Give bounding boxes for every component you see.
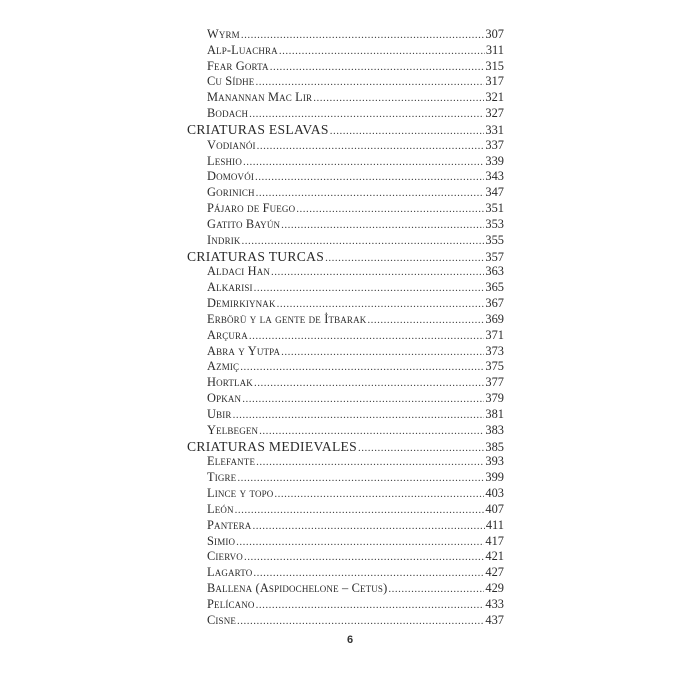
toc-entry-title: Erbörü y la gente de İtbarak bbox=[207, 311, 367, 326]
dot-leader bbox=[256, 455, 484, 471]
toc-entry bbox=[187, 613, 504, 629]
toc-entry-title: Arçura bbox=[207, 327, 248, 342]
dot-leader bbox=[296, 202, 484, 218]
toc-entry-page: 383 bbox=[485, 422, 504, 437]
toc-entry-page: 417 bbox=[485, 533, 504, 548]
toc-entry-title: Ciervo bbox=[207, 549, 243, 564]
dot-leader bbox=[236, 535, 484, 551]
toc-entry-title: Aldaci Han bbox=[207, 264, 270, 279]
toc-section-heading bbox=[187, 439, 504, 455]
toc-entry-page: 437 bbox=[485, 612, 504, 627]
toc-entry-title: Leshio bbox=[207, 153, 242, 168]
dot-leader bbox=[388, 582, 484, 598]
dot-leader bbox=[274, 487, 484, 503]
dot-leader bbox=[252, 519, 484, 535]
toc-entry bbox=[187, 43, 504, 59]
toc-entry-page: 367 bbox=[485, 296, 504, 311]
dot-leader bbox=[270, 60, 485, 76]
toc-entry-page: 377 bbox=[485, 375, 504, 390]
toc-entry-title: Hortlak bbox=[207, 375, 253, 390]
dot-leader bbox=[271, 265, 484, 281]
toc-entry-page: 379 bbox=[485, 391, 504, 406]
dot-leader bbox=[240, 360, 484, 376]
toc-section-heading bbox=[187, 249, 504, 265]
toc-entry bbox=[187, 407, 504, 423]
toc-entry bbox=[187, 217, 504, 233]
dot-leader bbox=[281, 218, 484, 234]
dot-leader bbox=[235, 503, 485, 519]
toc-entry-title: Ubir bbox=[207, 406, 232, 421]
toc-entry-title: Gatito Bayún bbox=[207, 216, 281, 231]
toc-entry-page: 353 bbox=[485, 216, 504, 231]
dot-leader bbox=[325, 251, 484, 267]
toc-entry-page: 411 bbox=[485, 517, 504, 532]
toc-entry bbox=[187, 486, 504, 502]
page-number: 6 bbox=[346, 634, 354, 646]
dot-leader bbox=[277, 297, 485, 313]
toc-entry-title: Yelbegen bbox=[207, 422, 259, 437]
toc-entry bbox=[187, 74, 504, 90]
toc-entry-page: 429 bbox=[485, 580, 504, 595]
toc-entry bbox=[187, 565, 504, 581]
dot-leader bbox=[237, 471, 484, 487]
toc-entry-title: Wyrm bbox=[207, 27, 240, 41]
dot-leader bbox=[249, 107, 484, 123]
toc-entry-page: 327 bbox=[485, 106, 504, 121]
toc-entry bbox=[187, 185, 504, 201]
toc-entry bbox=[187, 296, 504, 312]
dot-leader bbox=[253, 566, 484, 582]
dot-leader bbox=[257, 139, 485, 155]
toc-entry-page: 393 bbox=[485, 454, 504, 469]
toc-entry-page: 385 bbox=[485, 439, 504, 454]
toc-entry-page: 331 bbox=[485, 122, 504, 137]
toc-entry-page: 421 bbox=[485, 549, 504, 564]
toc-entry bbox=[187, 470, 504, 486]
toc-entry bbox=[187, 375, 504, 391]
toc-entry-page: 311 bbox=[485, 42, 504, 57]
toc-entry bbox=[187, 169, 504, 185]
toc-entry bbox=[187, 581, 504, 597]
toc-entry bbox=[187, 359, 504, 375]
toc-entry-page: 403 bbox=[485, 486, 504, 501]
toc-entry bbox=[187, 90, 504, 106]
toc-entry-page: 407 bbox=[485, 501, 504, 516]
toc-entry-title: Lince y topo bbox=[207, 486, 274, 501]
toc-entry-page: 375 bbox=[485, 359, 504, 374]
toc-entry-title: Indrik bbox=[207, 232, 241, 247]
toc-entry-page: 371 bbox=[485, 327, 504, 342]
toc-entry bbox=[187, 597, 504, 613]
toc-entry-title: Vodianói bbox=[207, 137, 256, 152]
toc-entry-title: Alkarisi bbox=[207, 280, 253, 295]
toc-entry-title: Alp-Luachra bbox=[207, 42, 278, 57]
toc-entry-title: Ballena (Aspidochelone – Cetus) bbox=[207, 580, 388, 595]
toc-entry-title: Cu Sídhe bbox=[207, 74, 255, 89]
toc-entry bbox=[187, 549, 504, 565]
toc-entry-page: 373 bbox=[485, 343, 504, 358]
toc-entry-title: Pelícano bbox=[207, 596, 255, 611]
toc-entry bbox=[187, 233, 504, 249]
toc-entry bbox=[187, 154, 504, 170]
toc-entry-page: 365 bbox=[485, 280, 504, 295]
toc-entry bbox=[187, 280, 504, 296]
toc-entry-title: Elefante bbox=[207, 454, 256, 469]
toc-entry bbox=[187, 534, 504, 550]
dot-leader bbox=[367, 313, 484, 329]
toc-entry-title: Manannan Mac Lir bbox=[207, 90, 313, 105]
toc-section-heading bbox=[187, 122, 504, 138]
toc-entry-page: 355 bbox=[485, 232, 504, 247]
toc-entry-page: 427 bbox=[485, 565, 504, 580]
toc-entry-title: Bodach bbox=[207, 106, 249, 121]
toc-entry bbox=[187, 312, 504, 328]
dot-leader bbox=[244, 550, 484, 566]
dot-leader bbox=[313, 91, 484, 107]
toc-entry-page: 315 bbox=[485, 58, 504, 73]
table-of-contents bbox=[187, 27, 504, 628]
toc-entry bbox=[187, 59, 504, 75]
toc-entry bbox=[187, 328, 504, 344]
dot-leader bbox=[358, 441, 484, 457]
toc-entry-title: CRIATURAS MEDIEVALES bbox=[187, 438, 358, 454]
toc-entry-title: CRIATURAS TURCAS bbox=[187, 248, 325, 264]
dot-leader bbox=[233, 408, 485, 424]
toc-entry-title: Azmiç bbox=[207, 359, 240, 374]
toc-entry-page: 337 bbox=[485, 137, 504, 152]
toc-entry-title: León bbox=[207, 501, 234, 516]
toc-entry bbox=[187, 264, 504, 280]
dot-leader bbox=[254, 281, 485, 297]
dot-leader bbox=[242, 234, 485, 250]
toc-entry-page: 347 bbox=[485, 185, 504, 200]
toc-entry-page: 357 bbox=[485, 249, 504, 264]
toc-entry-title: Demirkiynak bbox=[207, 296, 276, 311]
toc-entry-title: Fear Gorta bbox=[207, 58, 269, 73]
toc-entry bbox=[187, 138, 504, 154]
toc-entry-page: 369 bbox=[485, 311, 504, 326]
dot-leader bbox=[254, 376, 484, 392]
toc-entry-page: 351 bbox=[485, 201, 504, 216]
toc-entry bbox=[187, 423, 504, 439]
toc-entry-page: 317 bbox=[485, 74, 504, 89]
toc-entry-page: 381 bbox=[485, 406, 504, 421]
dot-leader bbox=[243, 155, 484, 171]
toc-entry-title: Pantera bbox=[207, 517, 252, 532]
dot-leader bbox=[279, 44, 485, 60]
toc-entry-title: Domovói bbox=[207, 169, 254, 184]
toc-entry-title: Lagarto bbox=[207, 565, 253, 580]
toc-entry-title: Simio bbox=[207, 533, 236, 548]
dot-leader bbox=[242, 392, 484, 408]
toc-entry bbox=[187, 391, 504, 407]
toc-entry-title: Cisne bbox=[207, 612, 237, 627]
toc-entry-title: Opkan bbox=[207, 391, 242, 406]
dot-leader bbox=[256, 598, 485, 614]
toc-entry-page: 321 bbox=[485, 90, 504, 105]
toc-entry-page: 339 bbox=[485, 153, 504, 168]
toc-entry bbox=[187, 27, 504, 43]
toc-entry-title: CRIATURAS ESLAVAS bbox=[187, 121, 329, 137]
toc-entry bbox=[187, 518, 504, 534]
toc-entry-title: Gorinich bbox=[207, 185, 255, 200]
dot-leader bbox=[249, 329, 485, 345]
toc-entry bbox=[187, 106, 504, 122]
dot-leader bbox=[281, 345, 484, 361]
dot-leader bbox=[256, 186, 485, 202]
toc-entry-title: Abra y Yutpa bbox=[207, 343, 281, 358]
dot-leader bbox=[330, 124, 485, 140]
toc-entry bbox=[187, 454, 504, 470]
toc-entry-title: Tigre bbox=[207, 470, 237, 485]
toc-entry-page: 343 bbox=[485, 169, 504, 184]
toc-entry-page: 433 bbox=[485, 596, 504, 611]
toc-entry bbox=[187, 502, 504, 518]
toc-entry-title: Pájaro de Fuego bbox=[207, 201, 296, 216]
dot-leader bbox=[237, 614, 484, 630]
dot-leader bbox=[255, 170, 484, 186]
toc-entry bbox=[187, 344, 504, 360]
toc-entry-page: 363 bbox=[485, 264, 504, 279]
dot-leader bbox=[241, 28, 485, 44]
dot-leader bbox=[255, 75, 484, 91]
toc-entry-page: 307 bbox=[485, 27, 504, 41]
toc-entry bbox=[187, 201, 504, 217]
dot-leader bbox=[259, 424, 484, 440]
toc-entry-page: 399 bbox=[485, 470, 504, 485]
